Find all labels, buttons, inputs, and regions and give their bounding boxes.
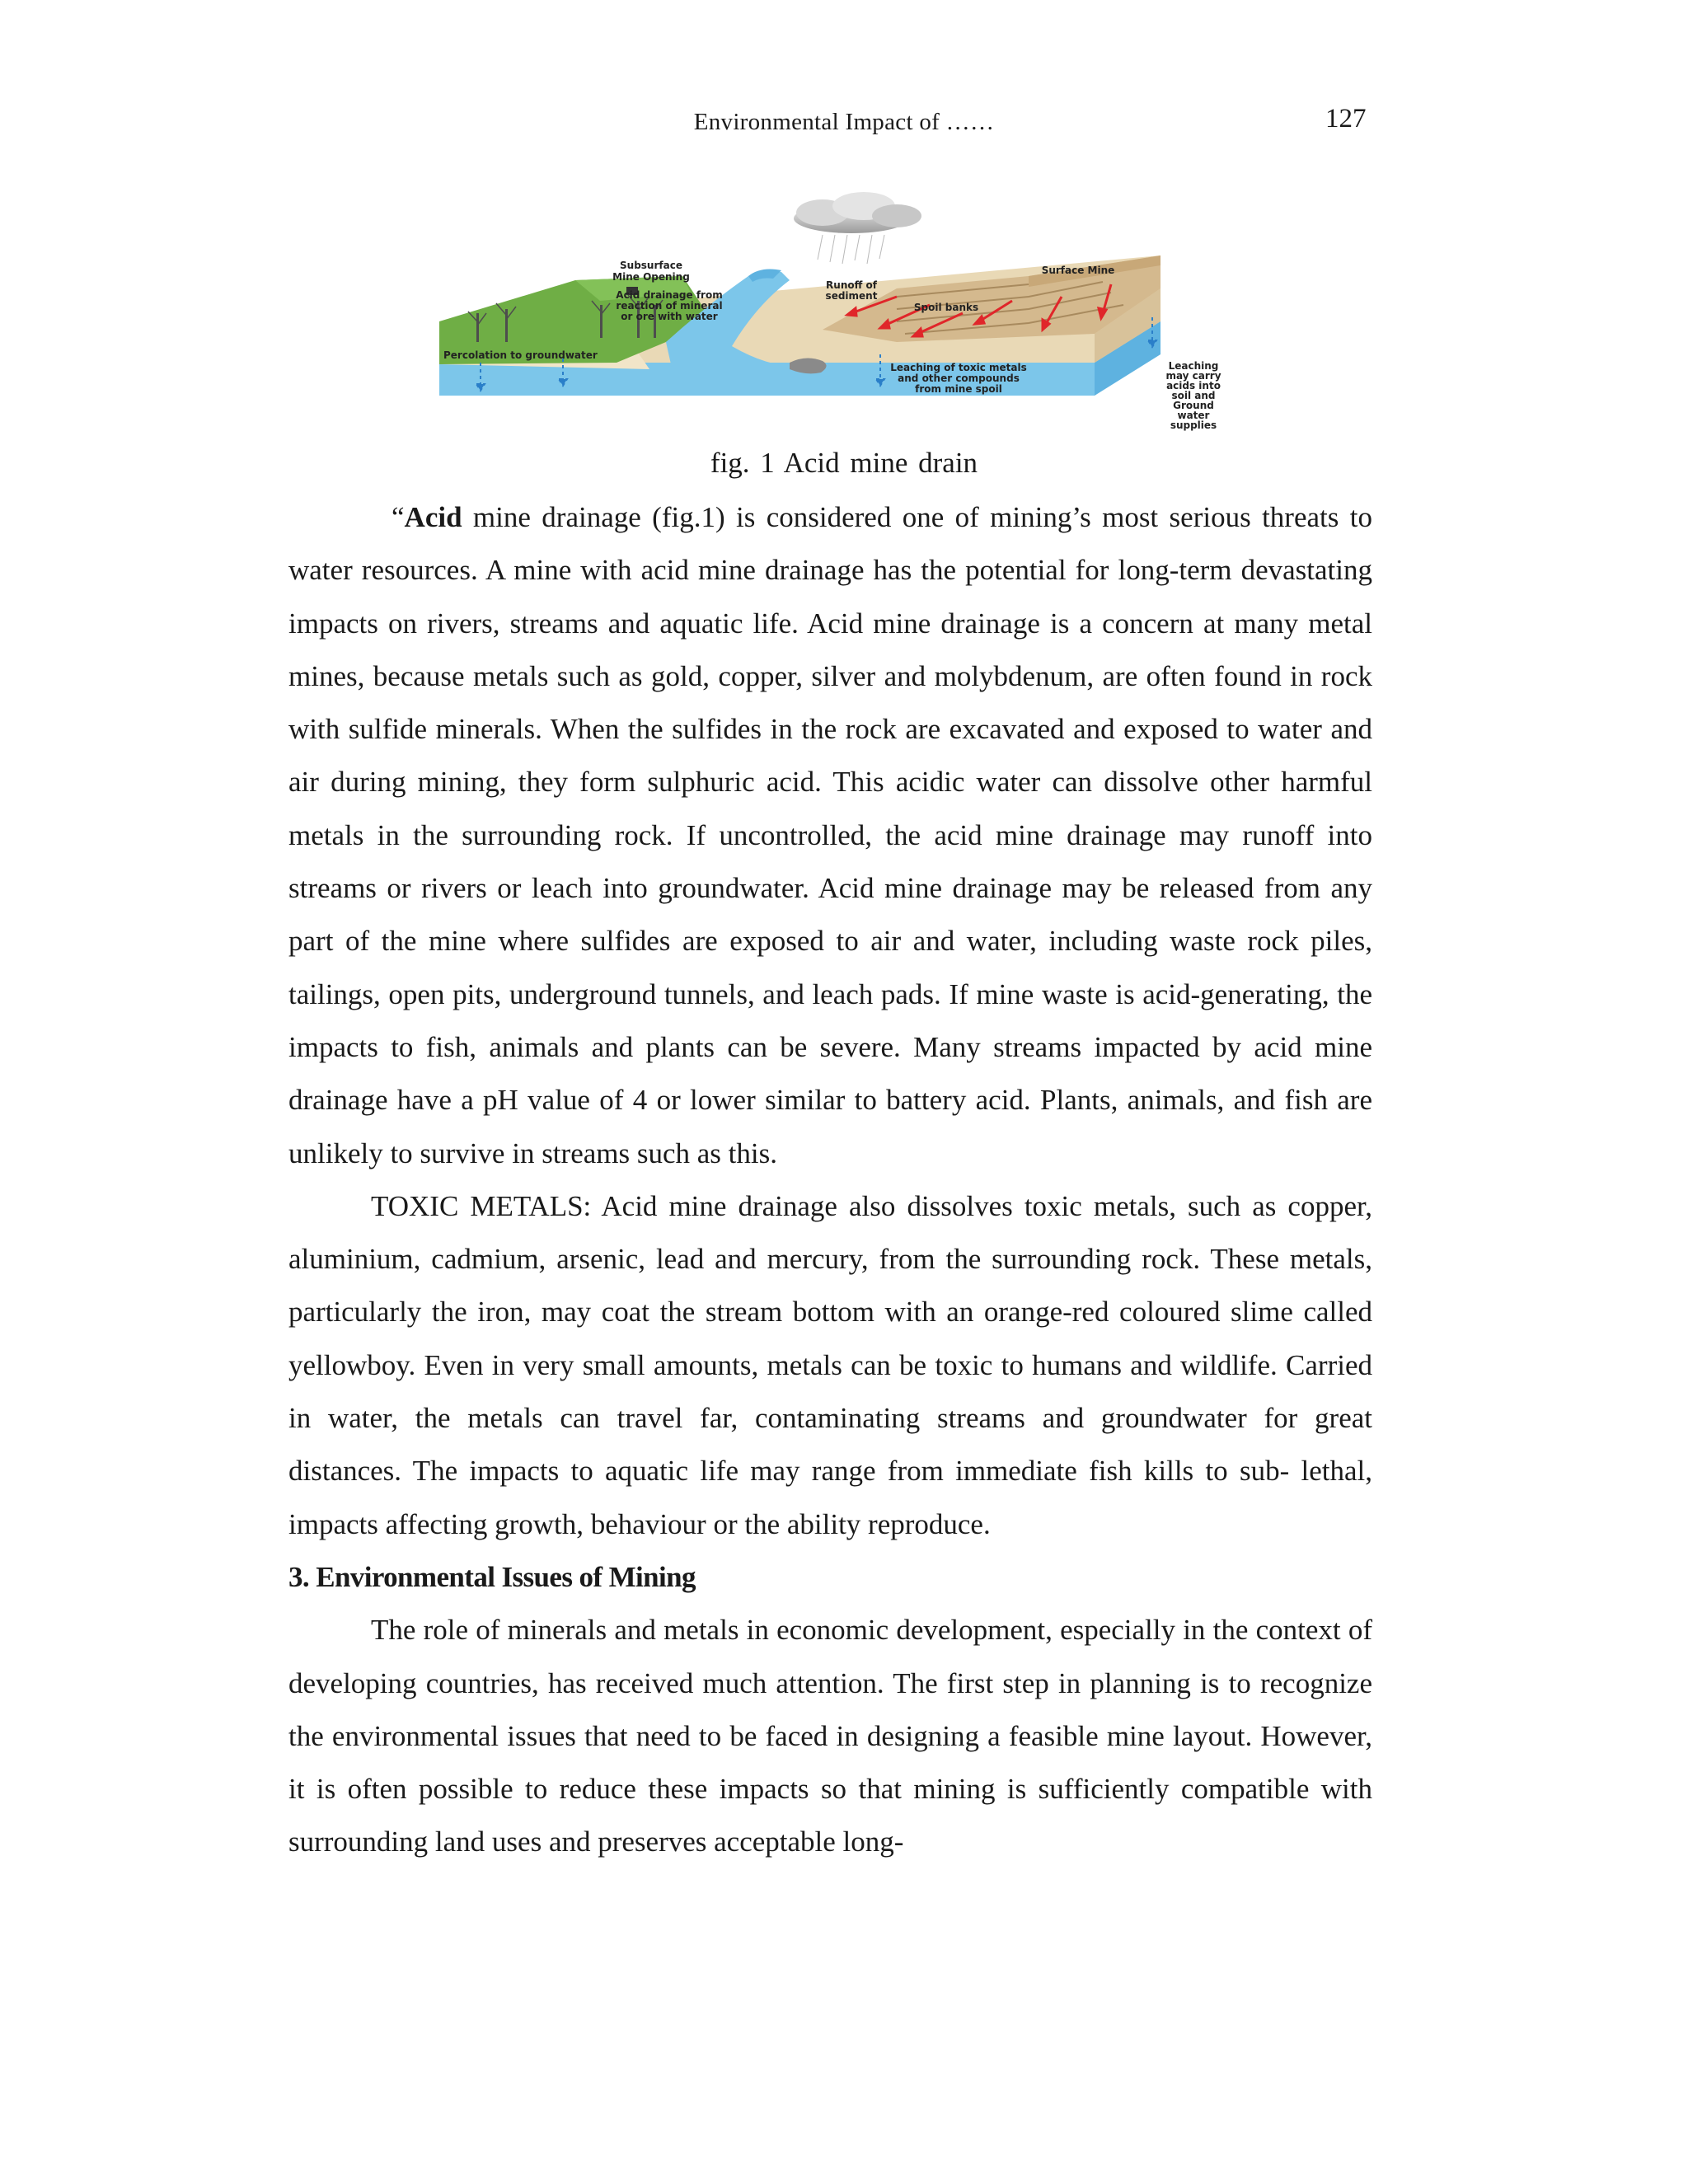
paragraph-environmental-issues: The role of minerals and metals in economic development, especially in the context of developing countries, has received much attention. The first step in planning is to recognize the environmental issues that need to be faced in designing a feasible mine layout. However, it is often possible to reduce these impacts so that mining is sufficiently compatible with surrounding land uses and preserves acceptable long- [288, 1614, 1372, 1858]
label-leaching-may-5: Ground [1173, 400, 1214, 411]
label-leaching-may-3: acids into [1166, 380, 1221, 391]
bold-term-acid: Acid [404, 501, 462, 533]
label-leaching-may-2: may carry [1165, 370, 1221, 382]
opening-quote: “ [392, 501, 405, 533]
label-surface-mine: Surface Mine [1041, 265, 1115, 276]
paragraph-toxic-metals: TOXIC METALS: Acid mine drainage also dissolves toxic metals, such as copper, aluminium, cadmium, arsenic, lead and mercury, from the surrounding rock. These metals, particularly the iron, may coat the stream bottom with an orange-red coloured slime called yellowboy. Even in very small amounts, metals can be toxic to humans and wildlife. Carried in water, the metals can travel far, contaminating streams and groundwater for great distances. The impacts to aquatic life may range from immediate fish kills to sub- lethal, impacts affecting growth, behaviour or the ability reproduce. [288, 1189, 1372, 1540]
label-runoff-2: sediment [825, 290, 878, 302]
rain-cloud-icon [794, 192, 921, 264]
label-runoff-1: Runoff of [826, 279, 877, 291]
label-spoil-banks: Spoil banks [913, 302, 979, 313]
label-acid-1: Acid drainage from [616, 289, 723, 301]
label-percolation: Percolation to groundwater [443, 349, 598, 361]
label-subsurface-2: Mine Opening [612, 271, 690, 283]
label-leaching-may-7: supplies [1170, 419, 1217, 431]
label-leaching-toxic-3: from mine spoil [915, 383, 1002, 395]
label-acid-3: or ore with water [621, 311, 718, 322]
paragraph-acid-mine-drainage [288, 491, 1372, 1180]
page-number: 127 [1325, 104, 1367, 134]
label-leaching-may-1: Leaching [1168, 360, 1219, 372]
figure-caption: fig. 1 Acid mine drain [710, 447, 978, 479]
paragraph-1-text: mine drainage (fig.1) is considered one of mining’s most serious threats to water resources. A mine with acid mine drainage has the potential for long-term devastating impacts on rivers, streams and aquatic life. Acid mine drainage is a concern at many metal mines, because metals such as gold, copper, silver and molybdenum, are often found in rock with sulfide minerals. When the sulfides in the rock are excavated and exposed to water and air during mining, they form sulphuric acid. This acidic water can dissolve other harmful metals in the surrounding rock. If uncontrolled, the acid mine drainage may runoff into streams or rivers or leach into groundwater. Acid mine drainage may be released from any part of the mine where sulfides are exposed to air and water, including waste rock piles, tailings, open pits, underground tunnels, and leach pads. If mine waste is acid-generating, the impacts to fish, animals and plants can be severe. Many streams impacted by acid mine drainage have a pH value of 4 or lower similar to battery acid. Plants, animals, and fish are unlikely to survive in streams such as this. [288, 501, 1372, 1169]
article-body [288, 491, 1372, 1869]
running-head: Environmental Impact of …… [693, 109, 995, 135]
label-leaching-may-6: water [1177, 410, 1210, 421]
section-heading: 3. Environmental Issues of Mining [288, 1560, 696, 1593]
label-leaching-may-4: soil and [1171, 390, 1216, 401]
label-leaching-toxic-2: and other compounds [898, 373, 1020, 384]
acid-mine-drainage-figure [435, 190, 1259, 437]
label-subsurface-1: Subsurface [620, 260, 682, 271]
label-acid-2: reaction of mineral [616, 300, 723, 312]
label-leaching-toxic-1: Leaching of toxic metals [890, 362, 1027, 373]
